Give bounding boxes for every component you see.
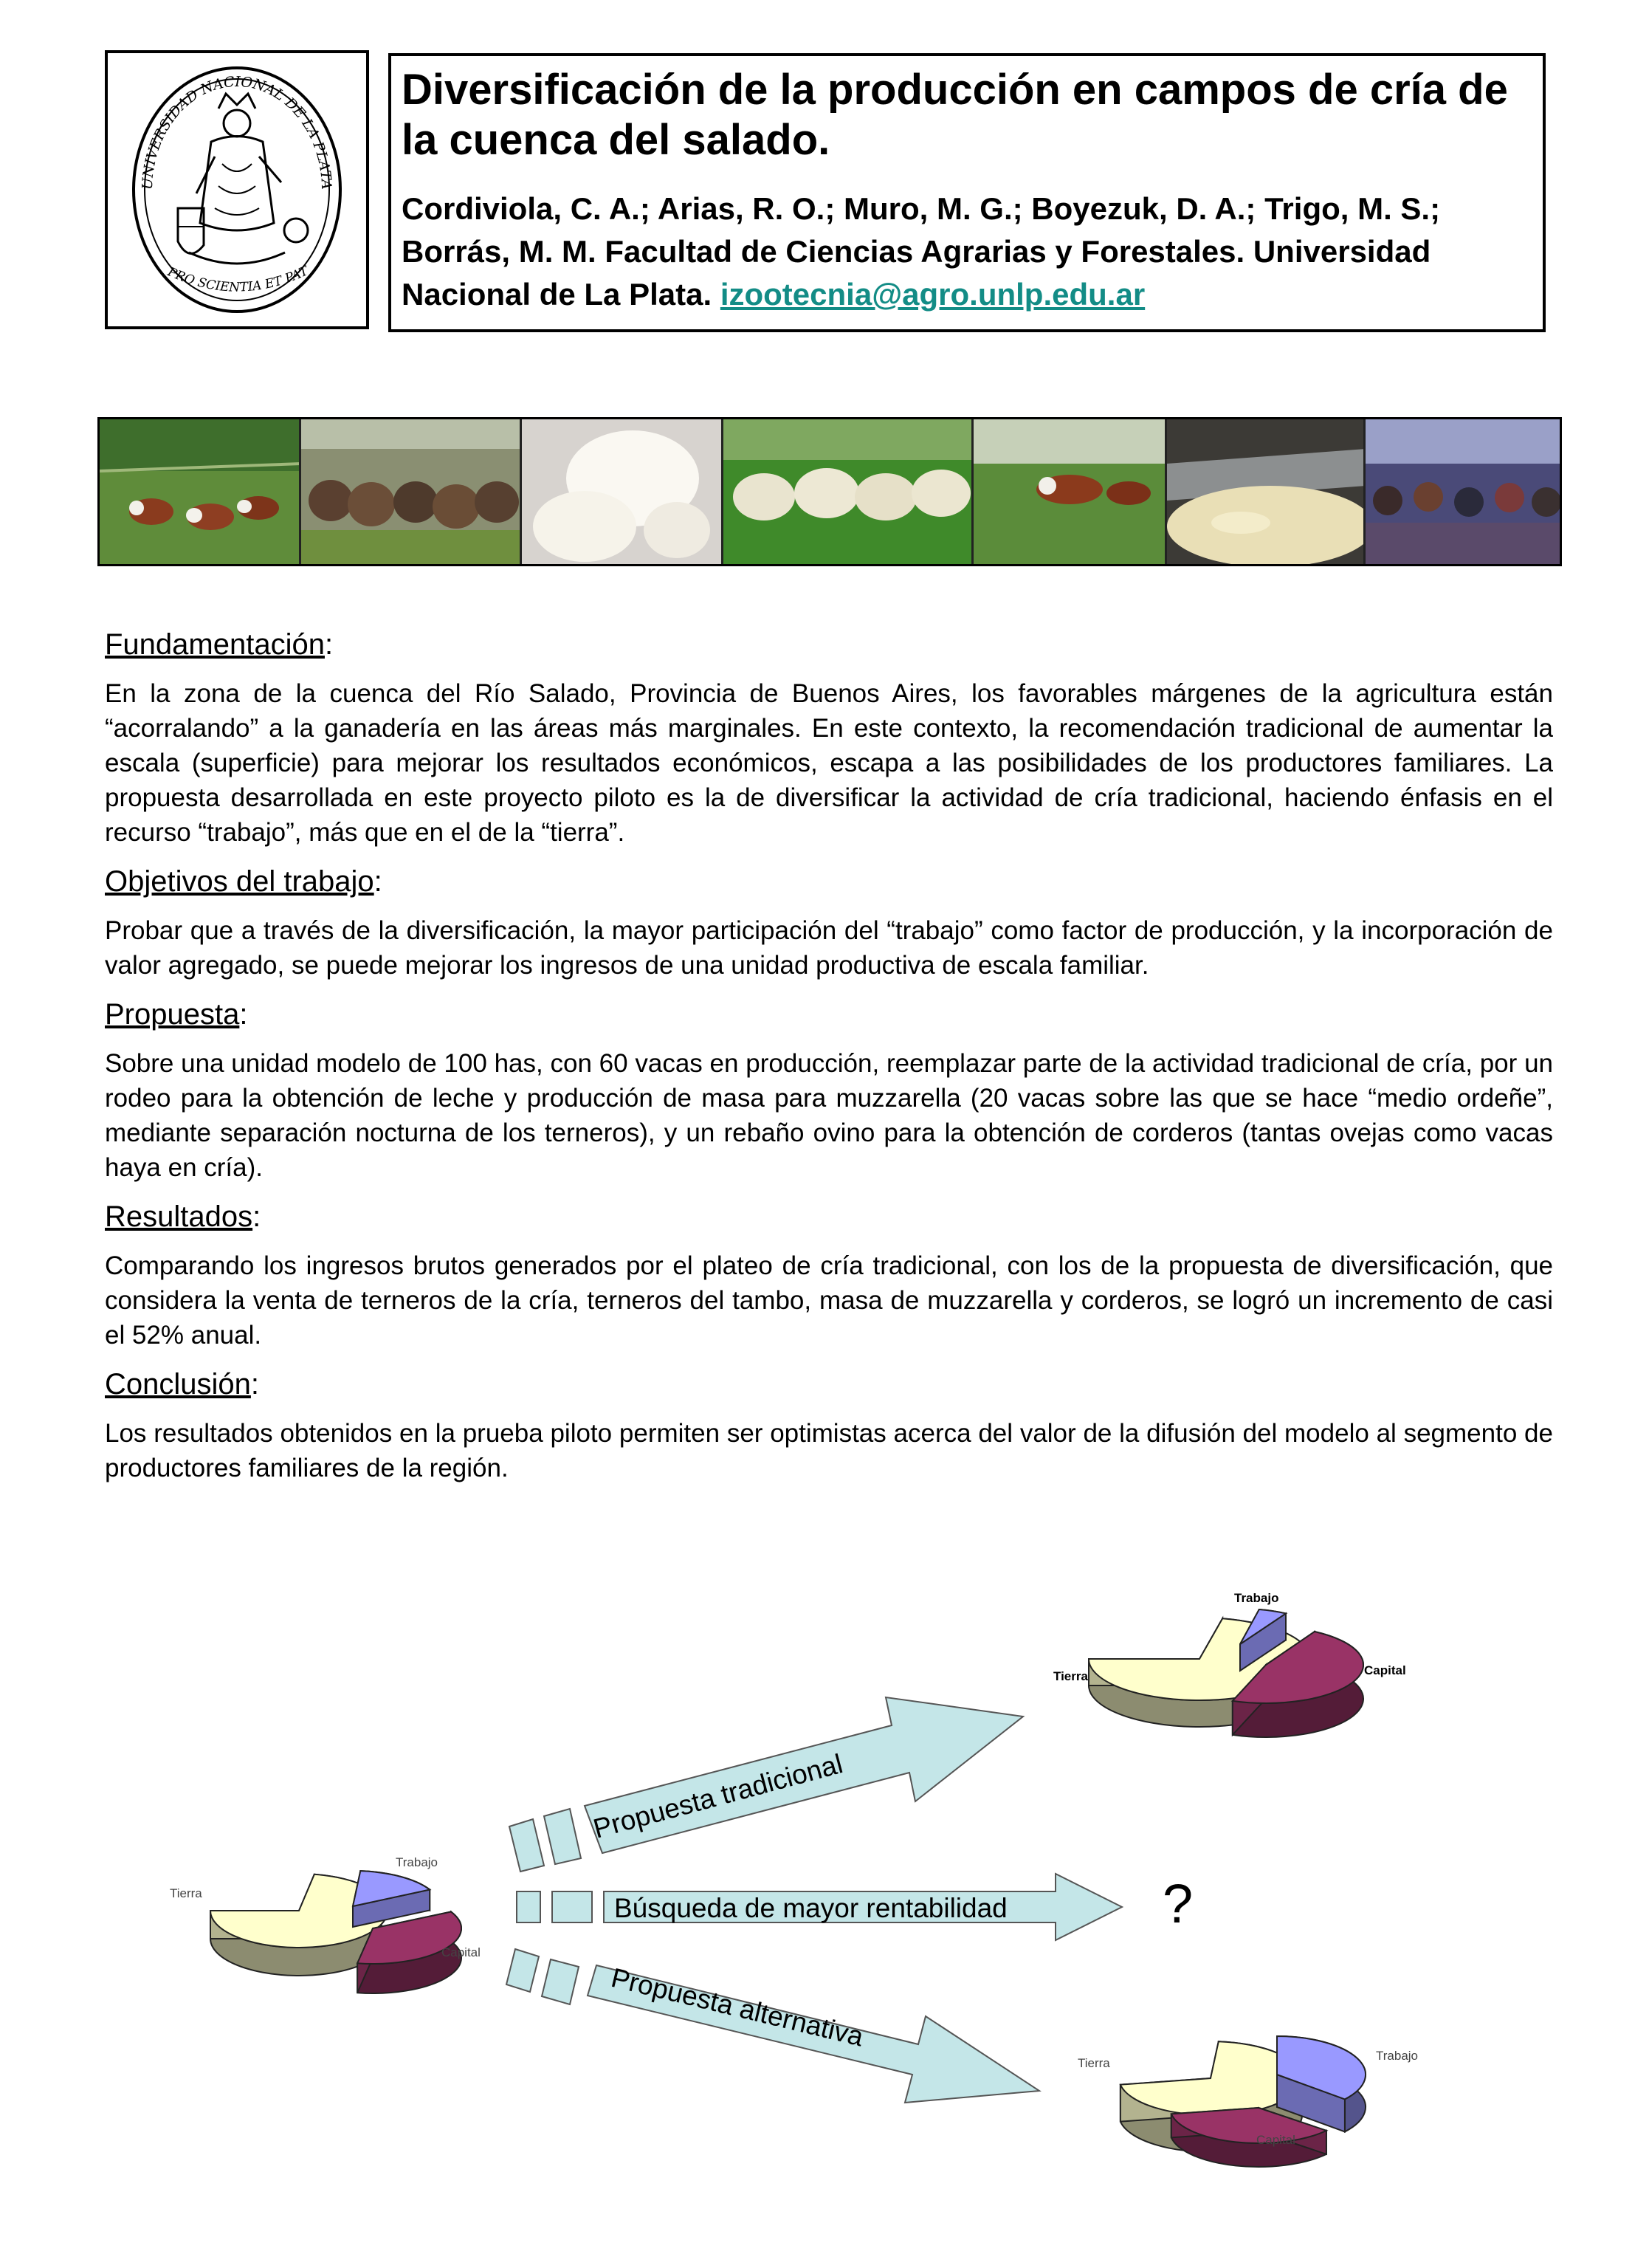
pie-label-tierra: Tierra [1053, 1669, 1088, 1683]
sheep-fence-image [301, 419, 522, 564]
section-resultados: Resultados: Comparando los ingresos brutos generados por el plateo de cría tradicional, con los de la propuesta de diversificación, que considera la venta de terneros de la cría, terneros del tambo, masa de muzzarella y corderos, se logró un incremento de casi el 52% anual. [105, 1198, 1553, 1353]
email-link[interactable]: izootecnia@agro.unlp.edu.ar [720, 277, 1146, 312]
photo-cheese-curd [1167, 419, 1366, 564]
pie-traditional [1053, 1591, 1406, 1737]
seal-text-top: UNIVERSIDAD NACIONAL DE LA PLATA [139, 73, 335, 190]
cattle-field-image [974, 419, 1166, 564]
section-propuesta: Propuesta: Sobre una unidad modelo de 100 has, con 60 vacas en producción, reemplazar parte de la actividad tradicional de cría, por un rodeo para la obtención de leche y producción de masa para muzzarella (20 vacas sobre las que se hace “medio ordeñe”, mediante separación nocturna de los terneros), y un rebaño ovino para la obtención de corderos (tantas ovejas como vacas haya en cría). [105, 996, 1553, 1185]
section-paragraph: Los resultados obtenidos en la prueba piloto permiten ser optimistas acerca del valor de la difusión del modelo al segmento de productores familiares de la región. [105, 1419, 1553, 1482]
pie-label-capital: Capital [1364, 1663, 1406, 1677]
pie-current [170, 1855, 481, 1993]
pie-slice-tierra [1120, 2041, 1302, 2115]
photo-strip [97, 417, 1562, 566]
arrow-middle [517, 1874, 1122, 1940]
university-seal [105, 50, 369, 329]
section-heading: Objetivos del trabajo [105, 865, 374, 898]
arrow-traditional [509, 1697, 1023, 1872]
section-heading: Propuesta [105, 998, 240, 1031]
authors-text: Cordiviola, C. A.; Arias, R. O.; Muro, M. G.; Boyezuk, D. A.; Trigo, M. S.; Borrás, M. M. Facultad de Ciencias Agrarias y Forestales. Universidad Nacional de La Plata. [402, 191, 1441, 312]
arrow-middle-label: Búsqueda de mayor rentabilidad [614, 1893, 1008, 1923]
muzzarella-image [522, 419, 723, 564]
seal-graphic [108, 53, 366, 326]
section-fundamentacion: Fundamentación: En la zona de la cuenca del Río Salado, Provincia de Buenos Aires, los favorables márgenes de la agricultura están “acorralando” a la ganadería en las áreas más marginales. En este contexto, la recomendación tradicional de aumentar la escala (superficie) para mejorar los resultados económicos, escapa a las posibilidades de los productores familiares. La propuesta desarrollada en este proyecto piloto es la de diversificar la actividad de cría tradicional, haciendo énfasis en el recurso “trabajo”, más que en el de la “tierra”. [105, 626, 1553, 850]
poster-body [105, 626, 1553, 1499]
section-conclusion: Conclusión: Los resultados obtenidos en la prueba piloto permiten ser optimistas acerca del valor de la difusión del modelo al segmento de productores familiares de la región. [105, 1366, 1553, 1485]
title-block [388, 53, 1546, 332]
arrow-traditional-label: Propuesta tradicional [590, 1748, 846, 1844]
pie-label-capital: Capital [1256, 2133, 1295, 2147]
authors-affiliation [402, 188, 1532, 316]
pie-label-tierra: Tierra [170, 1886, 202, 1900]
pie-label-trabajo: Trabajo [1376, 2049, 1419, 2063]
section-paragraph: Comparando los ingresos brutos generados por el plateo de cría tradicional, con los de la propuesta de diversificación, que considera la venta de terneros de la cría, terneros del tambo, masa de muzzarella y corderos, se logró un incremento de casi el 52% anual. [105, 1251, 1553, 1350]
pie-label-tierra: Tierra [1078, 2056, 1110, 2070]
section-heading: Conclusión [105, 1368, 251, 1401]
seal-text-bottom: PRO SCIENTIA ET PAT [165, 264, 311, 295]
sheep-pasture-image [723, 419, 974, 564]
resource-diagram [0, 1550, 1649, 2268]
section-paragraph: En la zona de la cuenca del Río Salado, Provincia de Buenos Aires, los favorables márgenes de la agricultura están “acorralando” a la ganadería en las áreas más marginales. En este contexto, la recomendación tradicional de aumentar la escala (superficie) para mejorar los resultados económicos, escapa a las posibilidades de los productores familiares. La propuesta desarrollada en este proyecto piloto es la de diversificar la actividad de cría tradicional, haciendo énfasis en el recurso “trabajo”, más que en el de la “tierra”. [105, 679, 1553, 847]
pie-label-trabajo: Trabajo [396, 1855, 438, 1869]
pie-alternative [1078, 2036, 1418, 2167]
section-paragraph: Probar que a través de la diversificación, la mayor participación del “trabajo” como factor de producción, y la incorporación de valor agregado, se puede mejorar los ingresos de una unidad productiva de escala familiar. [105, 916, 1553, 980]
photo-audience [1366, 419, 1560, 564]
pie-label-capital: Capital [441, 1945, 481, 1959]
section-heading: Fundamentación [105, 628, 325, 661]
photo-cattle-field [974, 419, 1166, 564]
arrow-alternative-label: Propuesta alternativa [608, 1962, 867, 2052]
arrow-alternative [506, 1949, 1039, 2103]
photo-sheep-fence [301, 419, 522, 564]
photo-sheep-pasture [723, 419, 974, 564]
audience-image [1366, 419, 1560, 564]
poster-title: Diversificación de la producción en campos de cría de la cuenca del salado. [402, 66, 1508, 164]
photo-muzzarella [522, 419, 723, 564]
section-objetivos: Objetivos del trabajo: Probar que a través de la diversificación, la mayor participación del “trabajo” como factor de producción, y la incorporación de valor agregado, se puede mejorar los ingresos de una unidad productiva de escala familiar. [105, 863, 1553, 983]
photo-cattle-grass [100, 419, 301, 564]
cheese-curd-image [1167, 419, 1366, 564]
section-paragraph: Sobre una unidad modelo de 100 has, con 60 vacas en producción, reemplazar parte de la actividad tradicional de cría, por un rodeo para la obtención de leche y producción de masa para muzzarella (20 vacas sobre las que se hace “medio ordeñe”, mediante separación nocturna de los terneros), y un rebaño ovino para la obtención de corderos (tantas ovejas como vacas haya en cría). [105, 1049, 1553, 1182]
cattle-grass-image [100, 419, 301, 564]
pie-label-trabajo: Trabajo [1234, 1591, 1279, 1605]
section-heading: Resultados [105, 1200, 253, 1233]
question-mark: ? [1163, 1873, 1194, 1934]
